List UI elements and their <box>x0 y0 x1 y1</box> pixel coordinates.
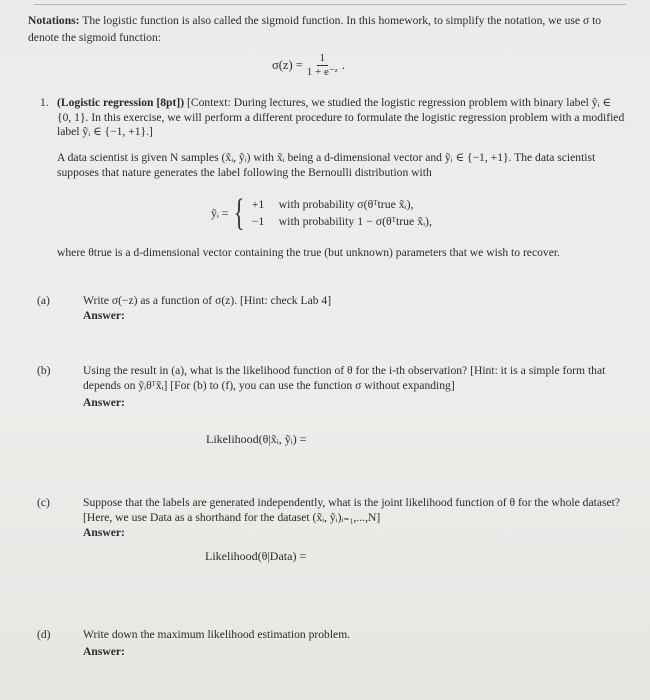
sigmoid-denominator: 1 + e⁻ᶻ <box>306 66 338 78</box>
question-number: 1. <box>40 96 49 109</box>
part-a-text: Write σ(−z) as a function of σ(z). [Hint: check Lab 4] <box>83 294 332 307</box>
label-distribution <box>211 194 432 232</box>
part-a-answer: Answer: <box>83 308 125 322</box>
part-b-answer: Answer: <box>83 396 125 409</box>
sigmoid-definition <box>272 52 345 79</box>
part-d-text: Write down the maximum likelihood estimation problem. <box>83 628 351 641</box>
part-c-equation: Likelihood(θ|Data) = <box>205 549 307 563</box>
cases-lhs: ỹᵢ = <box>211 205 229 220</box>
question-1 <box>40 96 625 140</box>
part-a-label: (a) <box>37 294 50 307</box>
part-c-text: Suppose that the labels are generated independently, what is the joint likelihood function of θ for the whole dataset? [Here, we use Data as a shorthand for the dataset (x̃ᵢ, ỹᵢ)ᵢ₌₁,...,N] <box>83 496 620 524</box>
part-c <box>37 496 625 541</box>
sigmoid-lhs: σ(z) = <box>272 58 303 72</box>
part-b-equation: Likelihood(θ|x̃ᵢ, ỹᵢ) = <box>206 432 307 446</box>
part-b-text: Using the result in (a), what is the likelihood function of θ for the i-th observation? [Hint: it is a simple form that depends on ỹᵢθᵀx̃ᵢ] [For (b) to (f), you can use the function σ without expanding] <box>83 364 606 392</box>
part-a <box>37 294 625 323</box>
top-rule <box>34 4 626 5</box>
where-paragraph: where θtrue is a d-dimensional vector containing the true (but unknown) parameters that we wish to recover. <box>57 246 560 259</box>
question-setup: A data scientist is given N samples (x̃ᵢ, ỹᵢ) with x̃ᵢ being a d-dimensional vector and ỹᵢ ∈ {−1, +1}. The data scientist supposes that nature generates the label following the Bernoulli distribution with <box>57 151 596 179</box>
question-context: [Context: During lectures, we studied the logistic regression problem with binary label ỹᵢ ∈ {0, 1}. In this exercise, we will perform a different procedure to formulate the logistic regression problem with a modified label ỹᵢ ∈ {−1, +1}.] <box>57 96 625 138</box>
notations-text: The logistic function is also called the sigmoid function. In this homework, to simplify the notation, we use σ to denote the sigmoid function: <box>28 14 602 44</box>
part-d-label: (d) <box>37 628 51 641</box>
case-row-negative: −1 with probability 1 − σ(θᵀtrue x̃ᵢ), <box>251 214 432 228</box>
part-d <box>37 628 625 659</box>
case-row-positive: +1 with probability σ(θᵀtrue x̃ᵢ), <box>251 197 414 211</box>
sigmoid-fraction <box>307 52 338 79</box>
question-title: (Logistic regression [8pt]) <box>57 96 185 109</box>
part-b <box>37 364 625 411</box>
part-b-label: (b) <box>37 364 51 377</box>
notations-label: Notations: <box>28 14 80 27</box>
part-d-answer: Answer: <box>83 644 125 658</box>
left-brace: { <box>234 192 246 234</box>
sigmoid-numerator: 1 <box>317 52 329 66</box>
part-c-answer: Answer: <box>83 526 125 539</box>
notations-paragraph <box>28 12 628 46</box>
part-c-label: (c) <box>37 496 50 509</box>
sigmoid-end: . <box>341 58 345 72</box>
